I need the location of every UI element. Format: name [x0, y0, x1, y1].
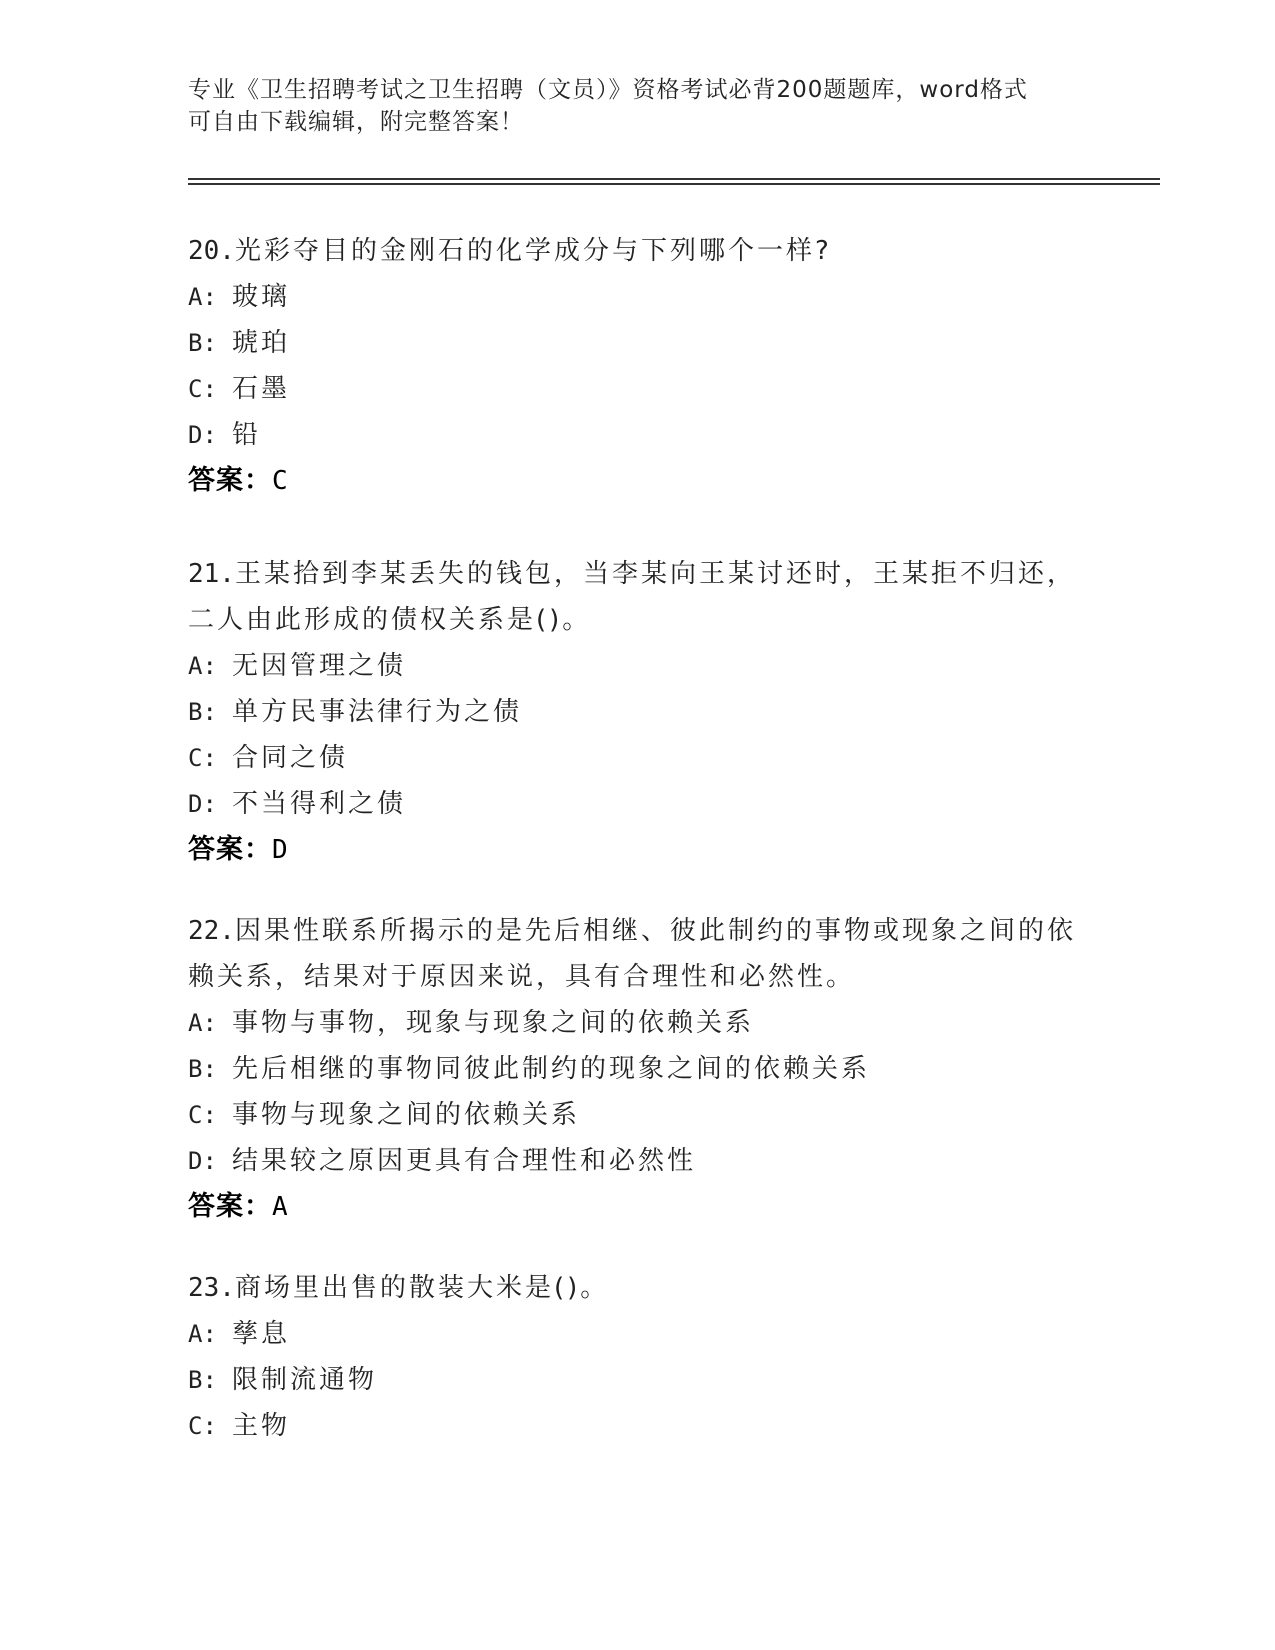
option-letter: B:: [188, 1055, 217, 1083]
question-stem: [188, 228, 1088, 274]
option-a: [188, 274, 1088, 320]
answer-line: [188, 458, 1088, 504]
option-a: [188, 1000, 1088, 1046]
option-text: 事物与事物，现象与现象之间的依赖关系: [232, 1008, 755, 1038]
question-stem: [188, 551, 1088, 597]
answer-label: 答案：: [188, 834, 272, 865]
option-letter: A:: [188, 1009, 217, 1037]
option-text: 主物: [232, 1411, 291, 1441]
option-b: [188, 320, 1088, 366]
header-line-1: 专业《卫生招聘考试之卫生招聘（文员）》资格考试必背200题题库，word格式: [188, 77, 1028, 103]
question-stem-line: 光彩夺目的金刚石的化学成分与下列哪个一样?: [234, 236, 832, 266]
option-letter: C:: [188, 1101, 217, 1129]
option-text: 琥珀: [232, 328, 291, 358]
option-a: [188, 1311, 1088, 1357]
document-header: [188, 74, 1088, 138]
option-letter: D:: [188, 790, 217, 818]
question-21: [188, 551, 1088, 873]
option-letter: B:: [188, 329, 217, 357]
answer-label: 答案：: [188, 465, 272, 496]
question-number: 20.: [188, 236, 235, 266]
option-letter: B:: [188, 1366, 217, 1394]
option-d: [188, 781, 1088, 827]
answer-value: D: [272, 835, 289, 865]
option-b: [188, 689, 1088, 735]
option-text: 无因管理之债: [232, 651, 407, 681]
option-text: 限制流通物: [232, 1365, 378, 1395]
header-divider-bottom: [188, 183, 1160, 185]
option-text: 不当得利之债: [232, 789, 407, 819]
option-c: [188, 366, 1088, 412]
question-22: [188, 908, 1088, 1230]
question-stem-line: 商场里出售的散装大米是()。: [234, 1273, 610, 1303]
option-text: 石墨: [232, 374, 291, 404]
question-stem: [188, 908, 1088, 954]
option-a: [188, 643, 1088, 689]
option-text: 铅: [232, 420, 262, 450]
option-text: 玻璃: [232, 282, 291, 312]
answer-label: 答案：: [188, 1191, 272, 1222]
answer-value: C: [272, 466, 289, 496]
option-text: 事物与现象之间的依赖关系: [232, 1100, 581, 1130]
option-c: [188, 1092, 1088, 1138]
option-letter: D:: [188, 1147, 217, 1175]
option-b: [188, 1046, 1088, 1092]
question-20: [188, 228, 1088, 504]
answer-line: [188, 1184, 1088, 1230]
question-number: 21.: [188, 559, 235, 589]
option-letter: A:: [188, 1320, 217, 1348]
question-number: 23.: [188, 1273, 235, 1303]
question-stem-continued: 赖关系，结果对于原因来说，具有合理性和必然性。: [188, 962, 856, 992]
option-c: [188, 1403, 1088, 1449]
question-stem: [188, 1265, 1088, 1311]
question-23: [188, 1265, 1088, 1449]
option-text: 合同之债: [232, 743, 349, 773]
question-stem-continued: 二人由此形成的债权关系是()。: [188, 605, 592, 635]
answer-value: A: [272, 1192, 289, 1222]
option-text: 单方民事法律行为之债: [232, 697, 523, 727]
option-text: 先后相继的事物同彼此制约的现象之间的依赖关系: [232, 1054, 871, 1084]
option-letter: C:: [188, 1412, 217, 1440]
question-stem-line: 因果性联系所揭示的是先后相继、彼此制约的事物或现象之间的依: [234, 916, 1076, 946]
option-d: [188, 1138, 1088, 1184]
header-line-2: 可自由下载编辑，附完整答案！: [188, 109, 524, 135]
option-letter: A:: [188, 283, 217, 311]
question-number: 22.: [188, 916, 235, 946]
option-letter: A:: [188, 652, 217, 680]
question-stem-line: 王某拾到李某丢失的钱包，当李某向王某讨还时，王某拒不归还，: [234, 559, 1076, 589]
option-c: [188, 735, 1088, 781]
answer-line: [188, 827, 1088, 873]
option-b: [188, 1357, 1088, 1403]
option-text: 结果较之原因更具有合理性和必然性: [232, 1146, 697, 1176]
option-d: [188, 412, 1088, 458]
option-letter: B:: [188, 698, 217, 726]
option-letter: C:: [188, 744, 217, 772]
option-letter: D:: [188, 421, 217, 449]
option-text: 孳息: [232, 1319, 291, 1349]
option-letter: C:: [188, 375, 217, 403]
header-divider-top: [188, 178, 1160, 180]
